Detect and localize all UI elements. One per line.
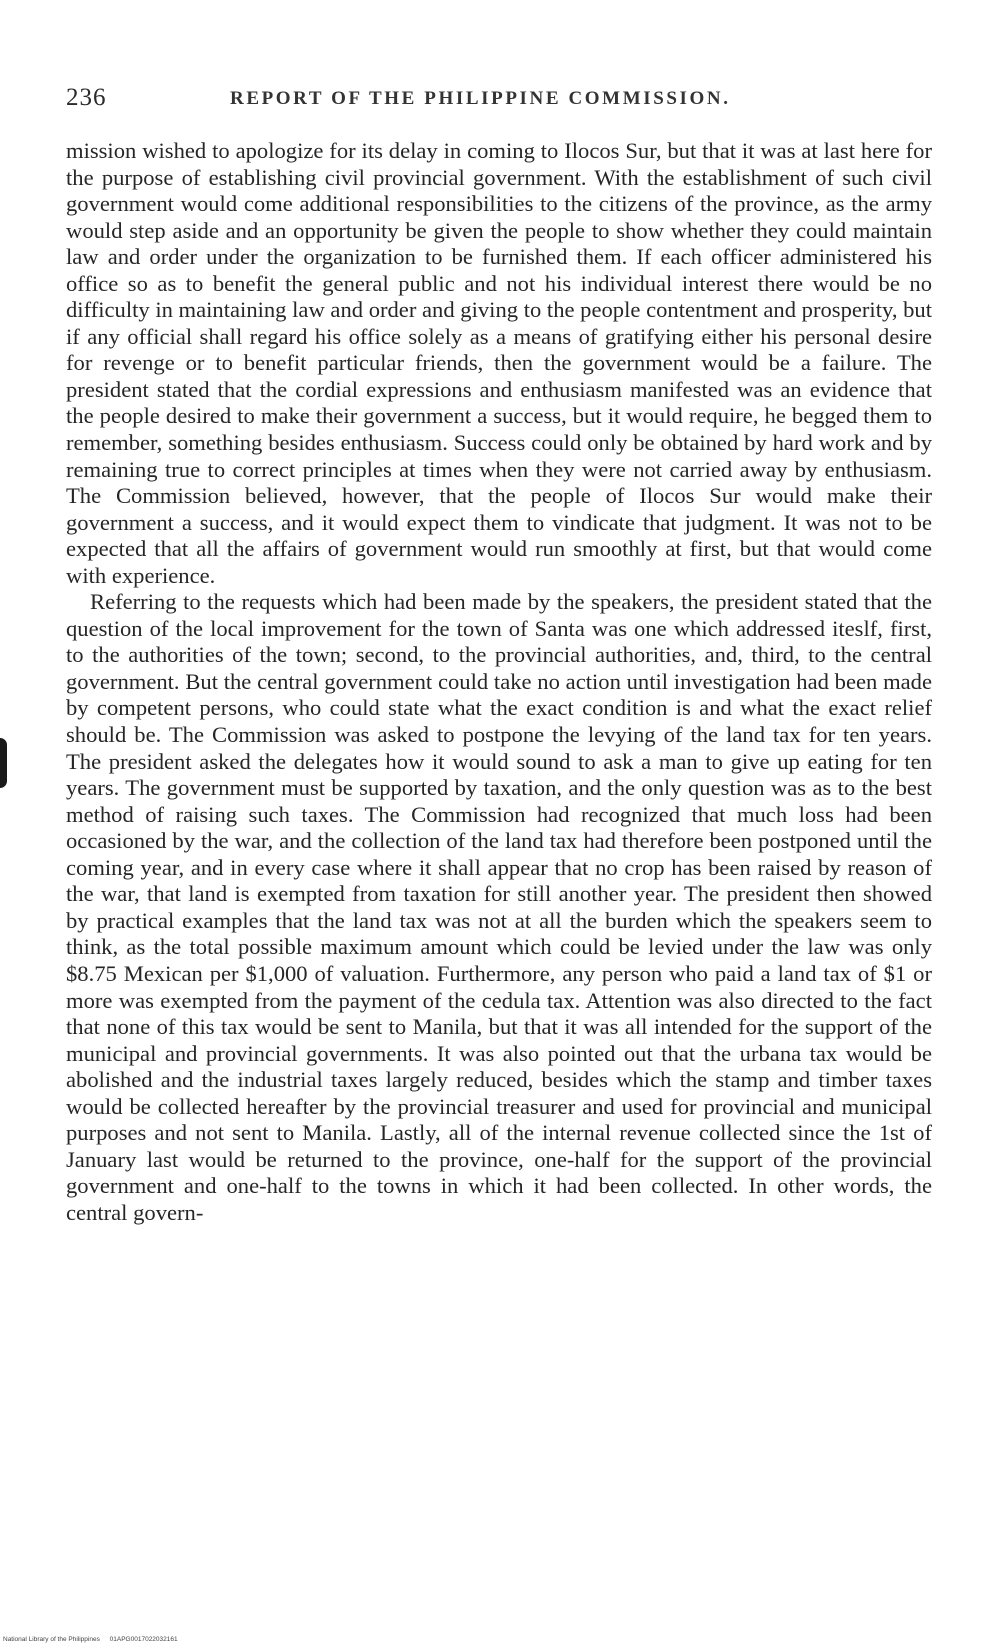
body-text — [66, 138, 932, 1226]
paragraph: Referring to the requests which had been made by the speakers, the president stated that the question of the local improvement for the town of Santa was one which addressed iteslf, first, to the authorities of the town; second, to the provincial authorities, and, third, to the central government. But the central government could take no action until investigation had been made by competent persons, who could state what the exact condition is and what the exact relief should be. The Commission was asked to postpone the levying of the land tax for ten years. The president asked the delegates how it would sound to ask a man to give up eating for ten years. The government must be supported by taxation, and the only question was as to the best method of raising such taxes. The Commission had recognized that much loss had been occasioned by the war, and the collection of the land tax had therefore been postponed until the coming year, and in every case where it shall appear that no crop has been raised by reason of the war, that land is exempted from taxation for still another year. The president then showed by practical examples that the land tax was not at all the burden which the speakers seem to think, as the total possible maximum amount which could be levied under the law was only $8.75 Mexican per $1,000 of valuation. Furthermore, any person who paid a land tax of $1 or more was exempted from the payment of the cedula tax. Attention was also directed to the fact that none of this tax would be sent to Manila, but that it was all intended for the support of the municipal and provincial governments. It was also pointed out that the urbana tax would be abolished and the industrial taxes largely reduced, besides which the stamp and timber taxes would be collected hereafter by the provincial treasurer and used for provincial and municipal purposes and not sent to Manila. Lastly, all of the internal revenue collected since the 1st of January last would be returned to the province, one-half for the support of the provincial government and one-half to the towns in which it had been collected. In other words, the central govern- — [66, 589, 932, 1225]
running-header — [66, 84, 936, 118]
scan-footer — [3, 1636, 178, 1643]
running-title: REPORT OF THE PHILIPPINE COMMISSION. — [230, 88, 731, 109]
paragraph-continued: mission wished to apologize for its delay in coming to Ilocos Sur, but that it was at last here for the purpose of establishing civil provincial government. With the establishment of such civil government would come additional responsibilities to the citizens of the province, as the army would step aside and an opportunity be given the people to show whether they could maintain law and order under the organization to be furnished them. If each officer administered his office so as to benefit the general public and not his individual interest there would be no difficulty in maintaining law and order and giving to the people contentment and prosperity, but if any official shall regard his office solely as a means of gratifying either his personal desire for revenge or to benefit particular friends, then the government would be a failure. The president stated that the cordial expressions and enthusiasm manifested was an evidence that the people desired to make their government a success, but it would require, he begged them to remember, something besides enthusiasm. Success could only be obtained by hard work and by remaining true to correct principles at times when they were not carried away by enthusiasm. The Commission believed, however, that the people of Ilocos Sur would make their government a success, and it would expect them to vindicate that judgment. It was not to be expected that all the affairs of government would run smoothly at first, but that would come with experience. — [66, 138, 932, 588]
scan-edge-mark — [0, 738, 7, 788]
scan-id: 01APG0017022032161 — [109, 1636, 178, 1643]
page-number: 236 — [66, 84, 107, 111]
library-credit: National Library of the Philippines — [3, 1636, 100, 1643]
